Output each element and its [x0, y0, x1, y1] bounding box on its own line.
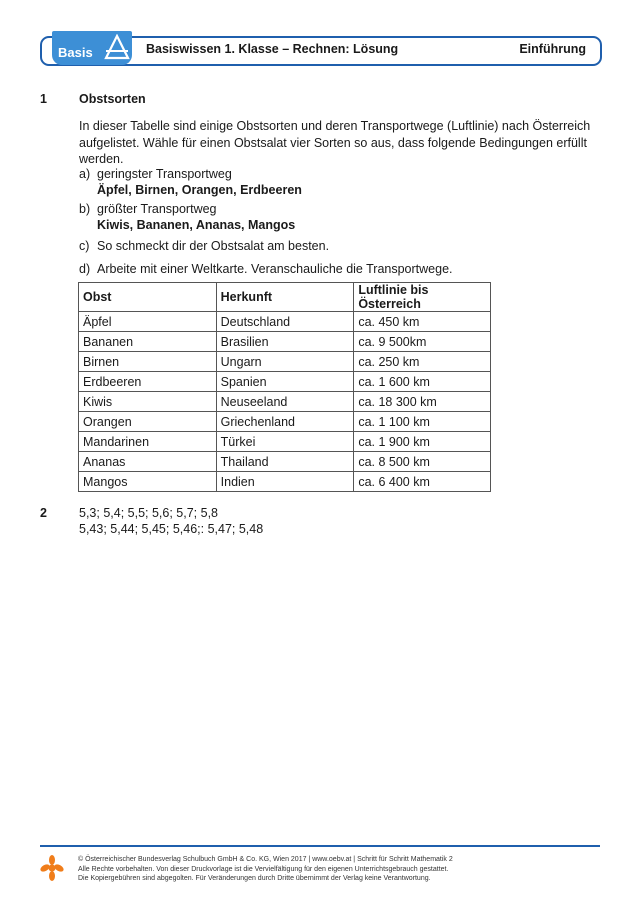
column-header: Obst	[79, 283, 217, 312]
table-cell: Mandarinen	[79, 432, 217, 452]
item-label: c)	[79, 239, 90, 253]
table-cell: Thailand	[216, 452, 354, 472]
table-cell: Spanien	[216, 372, 354, 392]
oebv-star-icon	[40, 855, 64, 881]
column-header: Luftlinie bis Österreich	[354, 283, 491, 312]
item-answer: Äpfel, Birnen, Orangen, Erdbeeren	[97, 183, 302, 197]
item-label: a)	[79, 167, 91, 181]
table-cell: ca. 1 900 km	[354, 432, 491, 452]
table-cell: Erdbeeren	[79, 372, 217, 392]
item-text: So schmeckt dir der Obstsalat am besten.	[97, 239, 330, 253]
table-cell: ca. 9 500km	[354, 332, 491, 352]
table-cell: Deutschland	[216, 312, 354, 332]
table-cell: Äpfel	[79, 312, 217, 332]
table-row	[79, 332, 491, 352]
logo-text: Basis	[58, 45, 93, 60]
list-item	[79, 238, 329, 254]
item-text: größter Transportweg	[97, 202, 217, 216]
table-row	[79, 352, 491, 372]
table-cell: ca. 1 100 km	[354, 412, 491, 432]
table-row	[79, 432, 491, 452]
table-cell: Indien	[216, 472, 354, 492]
table-cell: Kiwis	[79, 392, 217, 412]
table-cell: Brasilien	[216, 332, 354, 352]
page-title: Basiswissen 1. Klasse – Rechnen: Lösung	[146, 42, 399, 56]
table-cell: ca. 250 km	[354, 352, 491, 372]
table-row	[79, 392, 491, 412]
item-text: geringster Transportweg	[97, 167, 232, 181]
section-label: Einführung	[519, 42, 586, 56]
table-cell: Neuseeland	[216, 392, 354, 412]
table-cell: Türkei	[216, 432, 354, 452]
table-cell: ca. 450 km	[354, 312, 491, 332]
table-cell: ca. 8 500 km	[354, 452, 491, 472]
item-label: b)	[79, 202, 91, 216]
table-row	[79, 372, 491, 392]
table-cell: ca. 1 600 km	[354, 372, 491, 392]
task-number: 2	[40, 506, 47, 520]
task-number: 1	[40, 92, 47, 106]
item-text: Arbeite mit einer Weltkarte. Veranschauliche die Transportwege.	[97, 262, 453, 276]
task-title: Obstsorten	[79, 92, 146, 106]
footer-rule	[40, 845, 600, 847]
task-intro: In dieser Tabelle sind einige Obstsorten und deren Transportwege (Luftlinie) nach Österreich aufgelistet. Wähle für einen Obstsalat vier Sorten so aus, dass folgende Bedingungen erfüllt werden.	[79, 119, 591, 166]
table-cell: Ungarn	[216, 352, 354, 372]
table-cell: Bananen	[79, 332, 217, 352]
table-row	[79, 312, 491, 332]
table-cell: Griechenland	[216, 412, 354, 432]
table-cell: Orangen	[79, 412, 217, 432]
list-item	[79, 201, 295, 233]
fruit-table	[78, 282, 491, 492]
list-item	[79, 166, 302, 198]
answer-line: 5,43; 5,44; 5,45; 5,46;: 5,47; 5,48	[79, 522, 264, 536]
footer-line: © Österreichischer Bundesverlag Schulbuch GmbH & Co. KG, Wien 2017 | www.oebv.at | Schritt für Schritt Mathematik 2	[78, 856, 453, 863]
table-cell: Birnen	[79, 352, 217, 372]
list-item	[79, 261, 453, 277]
item-label: d)	[79, 262, 91, 276]
footer-line: Alle Rechte vorbehalten. Von dieser Druckvorlage ist die Vervielfältigung für den eigenen Unterrichtsgebrauch gestattet.	[78, 865, 449, 873]
triangle-icon	[104, 34, 130, 62]
answer-line: 5,3; 5,4; 5,5; 5,6; 5,7; 5,8	[79, 506, 218, 520]
footer-line: Die Kopiergebühren sind abgegolten. Für Veränderungen durch Dritte übernimmt der Verlag keine Verantwortung.	[78, 875, 431, 882]
table-cell: Mangos	[79, 472, 217, 492]
footer-text	[78, 855, 598, 884]
table-row	[79, 472, 491, 492]
table-row	[79, 452, 491, 472]
table-cell: Ananas	[79, 452, 217, 472]
table-cell: ca. 6 400 km	[354, 472, 491, 492]
table-header-row	[79, 283, 491, 312]
table-cell: ca. 18 300 km	[354, 392, 491, 412]
item-answer: Kiwis, Bananen, Ananas, Mangos	[97, 218, 296, 232]
basis-logo	[52, 31, 132, 65]
column-header: Herkunft	[216, 283, 354, 312]
table-row	[79, 412, 491, 432]
